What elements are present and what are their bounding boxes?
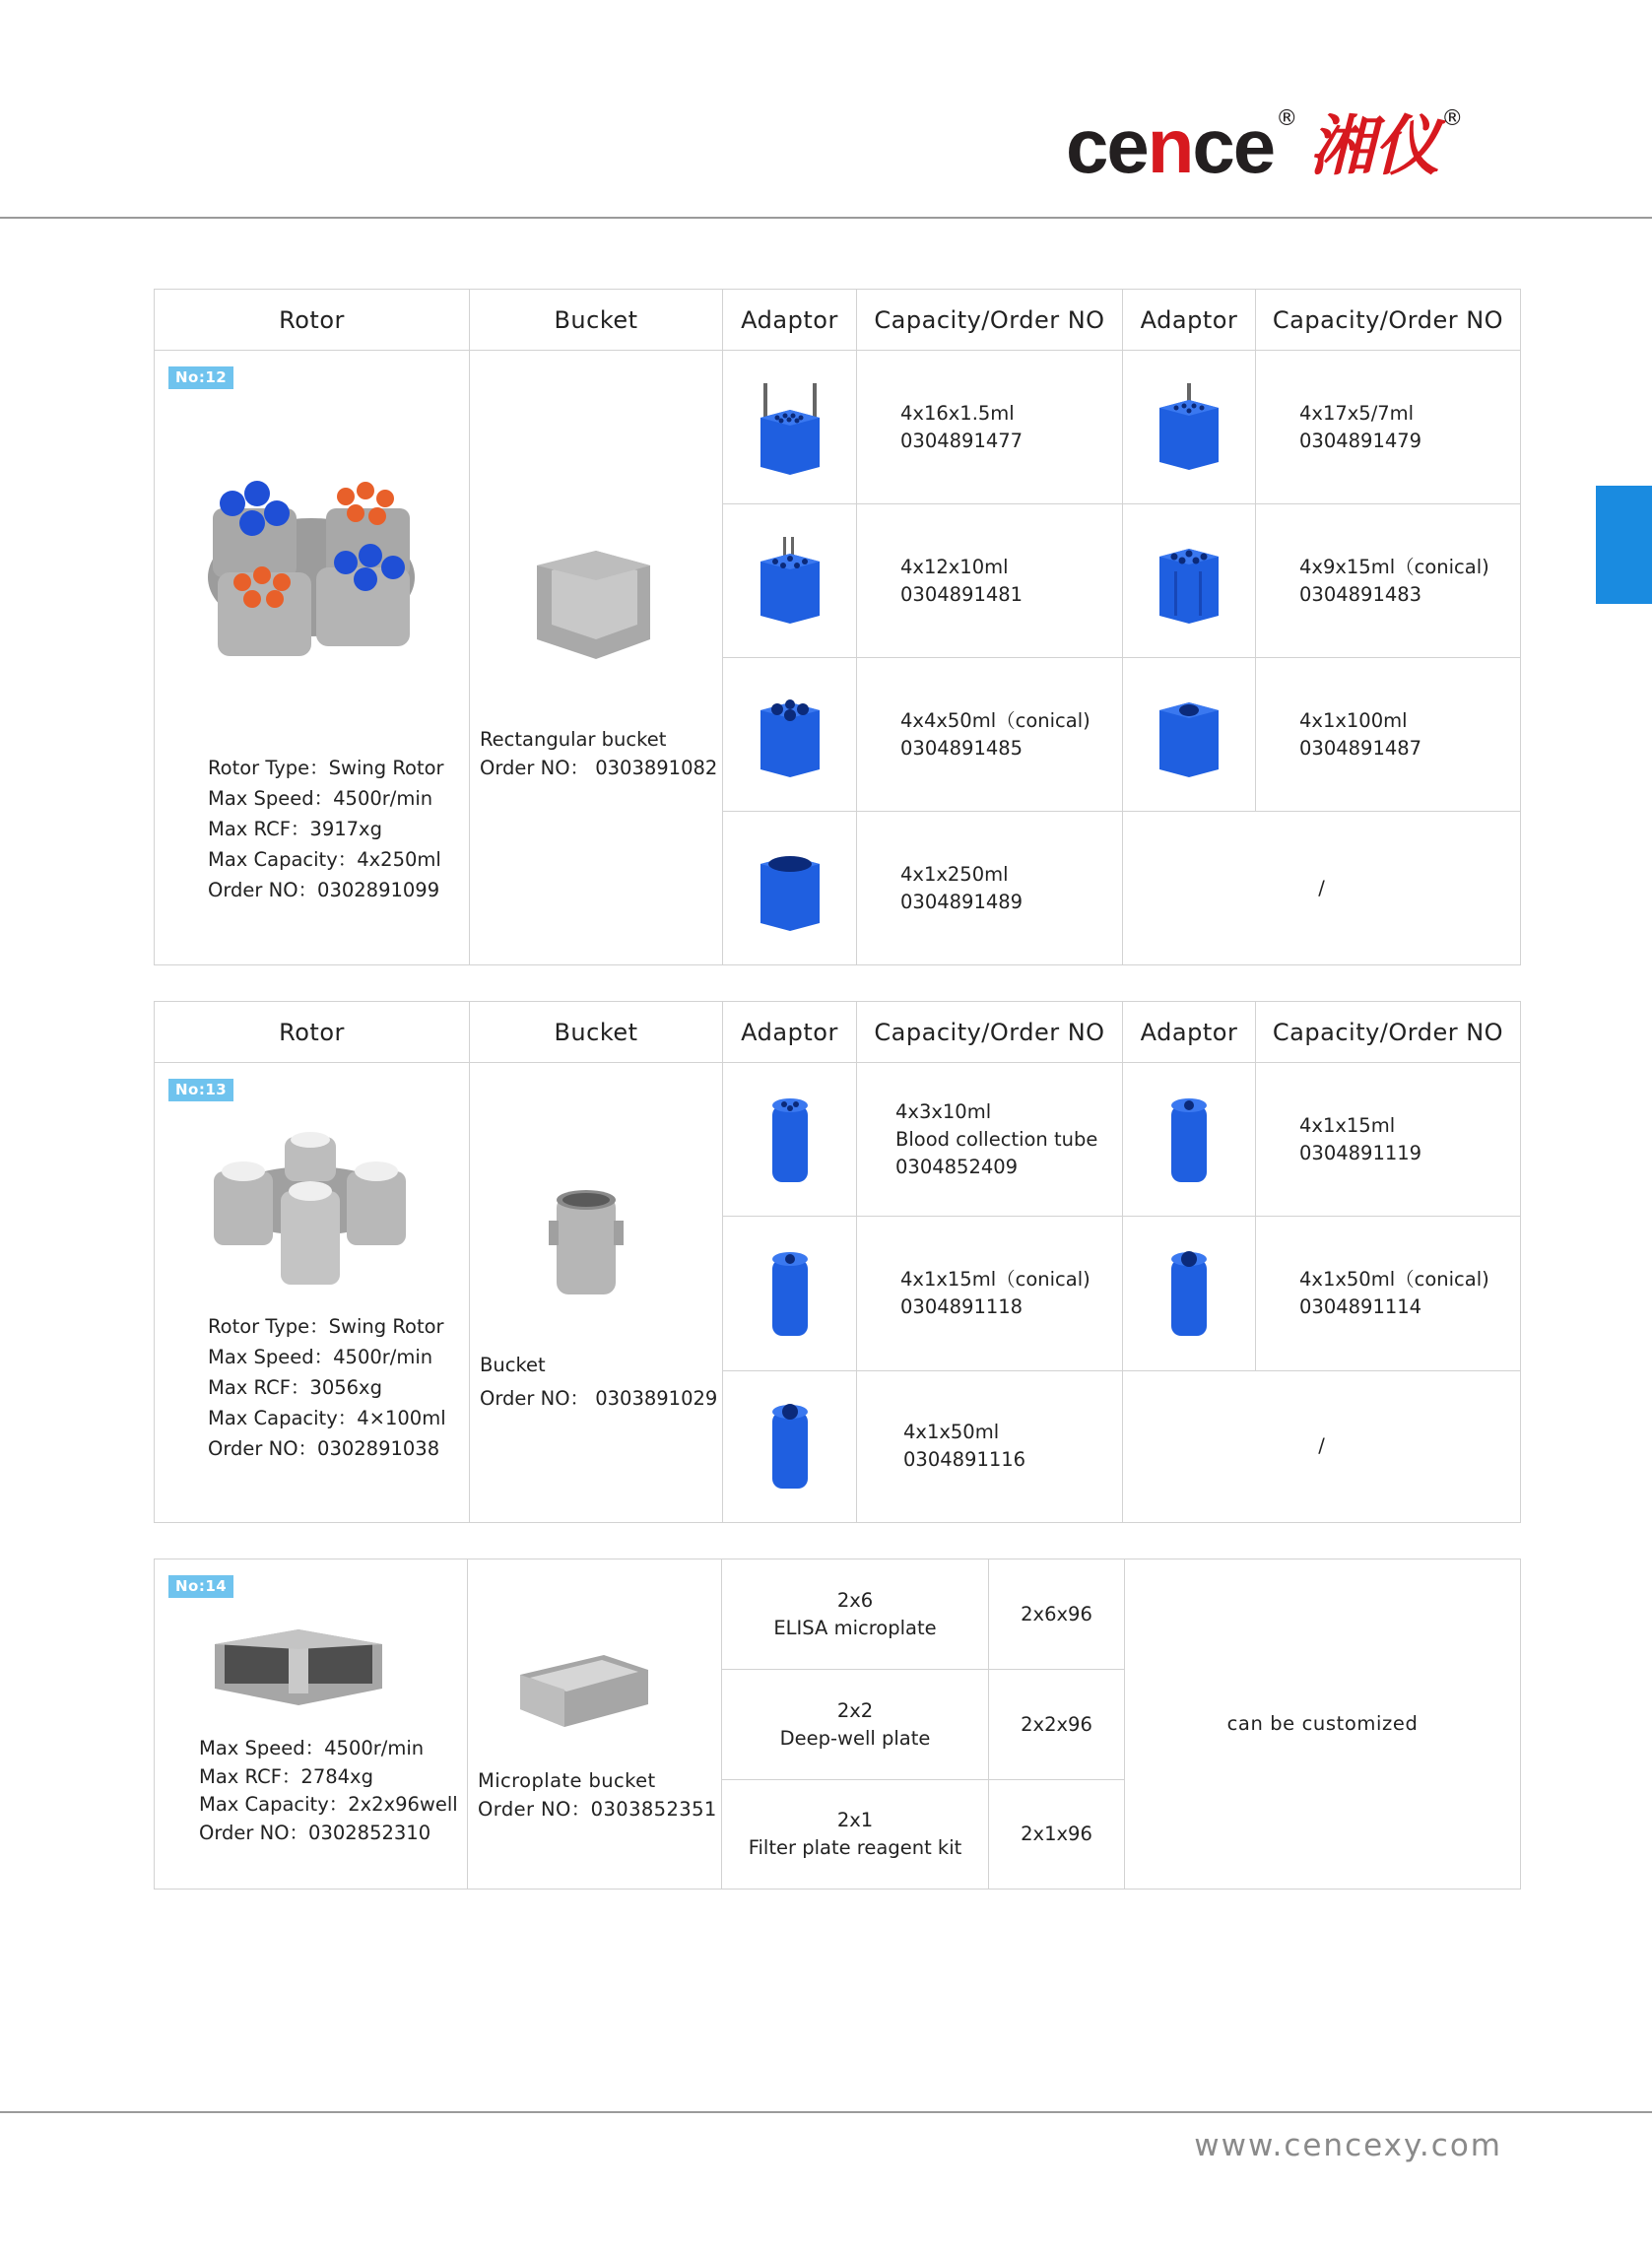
adaptor-17-well-image [1155, 378, 1223, 477]
capacity: 4x1x15ml [1299, 1113, 1396, 1137]
max-rcf: Max RCF：2784xg [199, 1764, 373, 1788]
model-badge: No:12 [168, 366, 233, 389]
rotor-table-13 [154, 1001, 1521, 1523]
bucket-name: Bucket [480, 1354, 546, 1376]
rotor-type: Rotor Type：Swing Rotor [208, 1315, 444, 1338]
bucket-cell [468, 1559, 722, 1890]
adaptor-3-hole-tube-image [760, 1091, 820, 1189]
order-no: 0304891477 [900, 429, 1024, 452]
capacity-cell [1256, 1063, 1521, 1217]
max-speed: Max Speed：4500r/min [208, 787, 433, 810]
plate-size: 2x6 [836, 1588, 874, 1612]
max-rcf: Max RCF：3917xg [208, 818, 382, 840]
adaptor-image-cell [1123, 504, 1256, 658]
capacity-cell [857, 1370, 1123, 1522]
plate-name: Filter plate reagent kit [748, 1836, 962, 1859]
rotor-table-14 [154, 1559, 1521, 1890]
bucket-order-no: Order NO： 0303891082 [480, 757, 718, 779]
website-url[interactable]: www.cencexy.com [1194, 2128, 1502, 2163]
model-badge: No:14 [168, 1575, 233, 1598]
capacity: 4x16x1.5ml [900, 401, 1015, 425]
capacity-cell [857, 1063, 1123, 1217]
rotor-type: Rotor Type：Swing Rotor [208, 757, 444, 779]
adaptor-4-well-image [756, 686, 825, 784]
brand-logo [1066, 102, 1464, 189]
adaptor-50ml-tube-image [760, 1397, 820, 1495]
adaptor-image-cell [723, 351, 857, 504]
adaptor-50ml-conical-image [1159, 1244, 1219, 1343]
rotor-cell [155, 1063, 470, 1523]
header-adaptor: Adaptor [1123, 1002, 1256, 1063]
capacity-cell [1256, 658, 1521, 812]
adaptor-image-cell [723, 1063, 857, 1217]
capacity: 4x12x10ml [900, 555, 1009, 578]
capacity-note: Blood collection tube [895, 1127, 1098, 1151]
section-tab [1596, 486, 1652, 604]
header-bucket: Bucket [470, 1002, 723, 1063]
max-capacity: Max Capacity：2x2x96well [199, 1793, 458, 1816]
order-no: 0304891116 [903, 1448, 1026, 1472]
capacity: 4x1x100ml [1299, 708, 1408, 732]
order-no: 0304852409 [895, 1155, 1019, 1178]
bucket-cell [470, 351, 723, 965]
bucket-name: Rectangular bucket [480, 728, 667, 751]
adaptor-image-cell [1123, 351, 1256, 504]
microplate-rotor-image [210, 1615, 387, 1713]
header-adaptor: Adaptor [723, 1002, 857, 1063]
rotor-order-no: Order NO：0302852310 [199, 1821, 431, 1844]
order-no: 0304891489 [900, 890, 1024, 913]
plate-type-cell [722, 1559, 989, 1670]
rotor-cell [155, 351, 470, 965]
empty-cell: / [1123, 1370, 1521, 1522]
capacity-cell [857, 658, 1123, 812]
adaptor-image-cell [723, 1370, 857, 1522]
header-adaptor: Adaptor [723, 290, 857, 351]
rotor-cell [155, 1559, 468, 1890]
header-adaptor: Adaptor [1123, 290, 1256, 351]
adaptor-16-well-image [756, 378, 825, 477]
max-capacity: Max Capacity：4x250ml [208, 848, 441, 871]
adaptor-image-cell [1123, 1217, 1256, 1370]
swing-rotor-image [198, 469, 425, 666]
adaptor-image-cell [1123, 658, 1256, 812]
adaptor-15ml-conical-image [760, 1244, 820, 1343]
bucket-order-no: Order NO：0303852351 [478, 1798, 717, 1821]
model-badge: No:13 [168, 1079, 233, 1101]
adaptor-image-cell [1123, 1063, 1256, 1217]
header-rotor: Rotor [155, 290, 470, 351]
header-bucket: Bucket [470, 290, 723, 351]
bucket-name: Microplate bucket [478, 1769, 656, 1792]
capacity-cell [857, 504, 1123, 658]
capacity: 4x17x5/7ml [1299, 401, 1415, 425]
rotor-order-no: Order NO：0302891038 [208, 1437, 440, 1460]
adaptor-image-cell [723, 658, 857, 812]
order-no: 0304891485 [900, 736, 1024, 760]
capacity: 4x1x250ml [900, 862, 1009, 886]
order-no: 0304891114 [1299, 1294, 1422, 1318]
max-capacity: Max Capacity：4×100ml [208, 1407, 446, 1429]
header-capacity: Capacity/Order NO [857, 1002, 1123, 1063]
capacity-cell [1256, 504, 1521, 658]
max-speed: Max Speed：4500r/min [208, 1346, 433, 1368]
capacity-cell [857, 1217, 1123, 1370]
order-no: 0304891119 [1299, 1141, 1422, 1164]
adaptor-100ml-image [1155, 686, 1223, 784]
header-rotor: Rotor [155, 1002, 470, 1063]
adaptor-15ml-tube-image [1159, 1091, 1219, 1189]
bucket-order-no: Order NO： 0303891029 [480, 1387, 718, 1410]
capacity-cell [1256, 1217, 1521, 1370]
round-bucket-image [547, 1186, 626, 1299]
order-no: 0304891483 [1299, 582, 1422, 606]
adaptor-image-cell [723, 504, 857, 658]
max-speed: Max Speed：4500r/min [199, 1737, 425, 1759]
rotor-order-no: Order NO：0302891099 [208, 879, 440, 901]
header-capacity: Capacity/Order NO [1256, 1002, 1521, 1063]
capacity: 4x4x50ml（conical) [900, 708, 1090, 732]
adaptor-9-well-image [1155, 532, 1223, 630]
registered-mark-2: ® [1441, 106, 1464, 131]
plate-type-cell [722, 1670, 989, 1780]
plate-size: 2x2 [836, 1698, 874, 1722]
bucket-cell [470, 1063, 723, 1523]
registered-mark: ® [1276, 106, 1298, 131]
plate-capacity: 2x2x96 [989, 1670, 1125, 1780]
plate-size: 2x1 [836, 1809, 874, 1831]
capacity-cell [857, 812, 1123, 965]
capacity: 4x1x50ml [903, 1421, 1000, 1444]
capacity: 4x3x10ml [895, 1099, 992, 1123]
plate-name: ELISA microplate [773, 1616, 937, 1639]
order-no: 0304891479 [1299, 429, 1422, 452]
capacity: 4x1x15ml（conical) [900, 1267, 1090, 1291]
empty-cell: / [1123, 812, 1521, 965]
logo-chinese: 湘仪 [1309, 107, 1440, 184]
max-rcf: Max RCF：3056xg [208, 1376, 382, 1399]
capacity: 4x1x50ml（conical) [1299, 1267, 1489, 1291]
microplate-bucket-image [515, 1640, 653, 1729]
plate-capacity: 2x6x96 [989, 1559, 1125, 1670]
capacity-cell [1256, 351, 1521, 504]
header-rule [0, 217, 1652, 219]
header-capacity: Capacity/Order NO [857, 290, 1123, 351]
footer-rule [0, 2111, 1652, 2113]
capacity: 4x9x15ml（conical) [1299, 555, 1489, 578]
adaptor-image-cell [723, 812, 857, 965]
plate-name: Deep-well plate [779, 1726, 931, 1750]
rotor-table-12 [154, 289, 1521, 965]
adaptor-250ml-image [756, 839, 825, 938]
order-no: 0304891118 [900, 1294, 1024, 1318]
adaptor-image-cell [723, 1217, 857, 1370]
capacity-cell [857, 351, 1123, 504]
plate-capacity: 2x1x96 [989, 1780, 1125, 1890]
adaptor-12-well-image [756, 532, 825, 630]
logo-wordmark: cence [1066, 102, 1275, 189]
rectangular-bucket-image [527, 546, 655, 664]
order-no: 0304891487 [1299, 736, 1422, 760]
order-no: 0304891481 [900, 582, 1024, 606]
swing-rotor-image [204, 1132, 416, 1290]
header-capacity: Capacity/Order NO [1256, 290, 1521, 351]
customization-note: can be customized [1125, 1559, 1521, 1890]
plate-type-cell [722, 1780, 989, 1890]
